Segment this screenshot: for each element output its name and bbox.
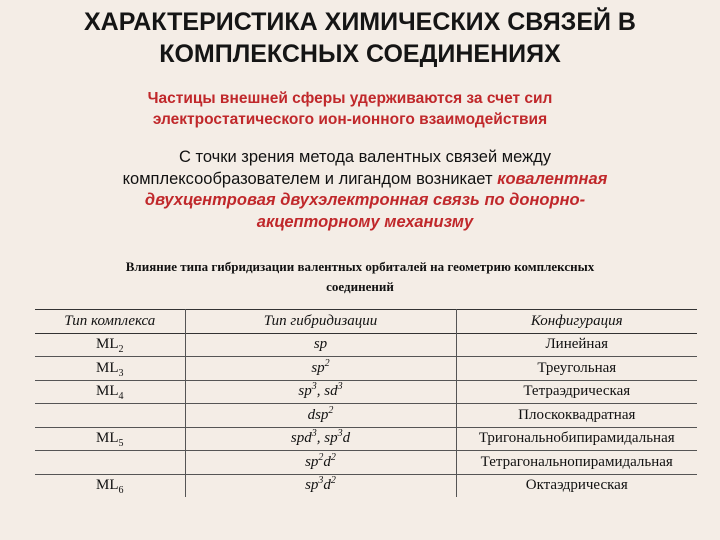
cell-hybridization: dsp$^2$ (185, 404, 456, 428)
cell-complex: $ML_2$ (35, 333, 185, 357)
cell-complex: $ML_5$ (35, 427, 185, 451)
header-complex-type: Тип комплекса (35, 310, 185, 334)
paragraph-accent-2: двухцентровая двухэлектронная связь по донорно- (144, 191, 586, 209)
paragraph-line-1: С точки зрения метода валентных связей между (178, 148, 552, 166)
cell-configuration: Плоскоквадратная (518, 406, 636, 423)
cell-complex (35, 404, 185, 428)
cell-configuration: Треугольная (537, 359, 617, 376)
subtitle-line-1: Частицы внешней сферы удерживаются за счет сил (147, 90, 553, 107)
cell-configuration: Октаэдрическая (525, 477, 628, 494)
subtitle (60, 88, 640, 130)
paragraph-accent-3: акцепторному механизму (256, 212, 474, 231)
cell-configuration: Тетрагональнопирамидальная (480, 453, 673, 470)
table-row (35, 404, 697, 428)
table-row (35, 474, 697, 497)
vb-method-paragraph (50, 147, 680, 233)
title-line-2: КОМПЛЕКСНЫХ СОЕДИНЕНИЯХ (159, 40, 561, 68)
paragraph-accent-1: ковалентная (497, 169, 608, 188)
header-configuration: Конфигурация (530, 312, 623, 329)
table-row (35, 333, 697, 357)
subtitle-line-2: электростатического ион-ионного взаимодействия (152, 111, 548, 128)
header-hybridization-type: Тип гибридизации (185, 310, 456, 334)
title-line-1: ХАРАКТЕРИСТИКА ХИМИЧЕСКИХ СВЯЗЕЙ В (83, 8, 636, 36)
cell-hybridization: $sp^3d^2$ (185, 474, 456, 497)
hybridization-table (35, 309, 697, 497)
caption-line-1: Влияние типа гибридизации валентных орбиталей на геометрию комплексных (125, 259, 595, 274)
table-row (35, 380, 697, 404)
cell-complex (35, 451, 185, 475)
paragraph-line-2: комплексообразователем и лигандом возникает (122, 169, 498, 188)
cell-complex: $ML_4$ (35, 380, 185, 404)
cell-hybridization: spd$^3$, $sp^3d$ (185, 427, 456, 451)
page-title (0, 6, 720, 70)
table-caption (40, 257, 680, 297)
cell-hybridization: $sp^3$, $sd^3$ (185, 380, 456, 404)
table-row (35, 357, 697, 381)
cell-hybridization: sp (185, 333, 456, 357)
table-row (35, 427, 697, 451)
cell-hybridization: $sp^2$ (185, 357, 456, 381)
cell-complex: $ML_3$ (35, 357, 185, 381)
cell-configuration: Линейная (545, 336, 608, 353)
table-row (35, 451, 697, 475)
cell-configuration: Тетраэдрическая (523, 383, 631, 400)
table-header-row (35, 310, 697, 334)
cell-configuration: Тригональнобипирамидальная (478, 430, 675, 447)
caption-line-2: соединений (326, 279, 394, 294)
cell-hybridization: $sp^2d^2$ (185, 451, 456, 475)
cell-complex: $ML_6$ (35, 474, 185, 497)
